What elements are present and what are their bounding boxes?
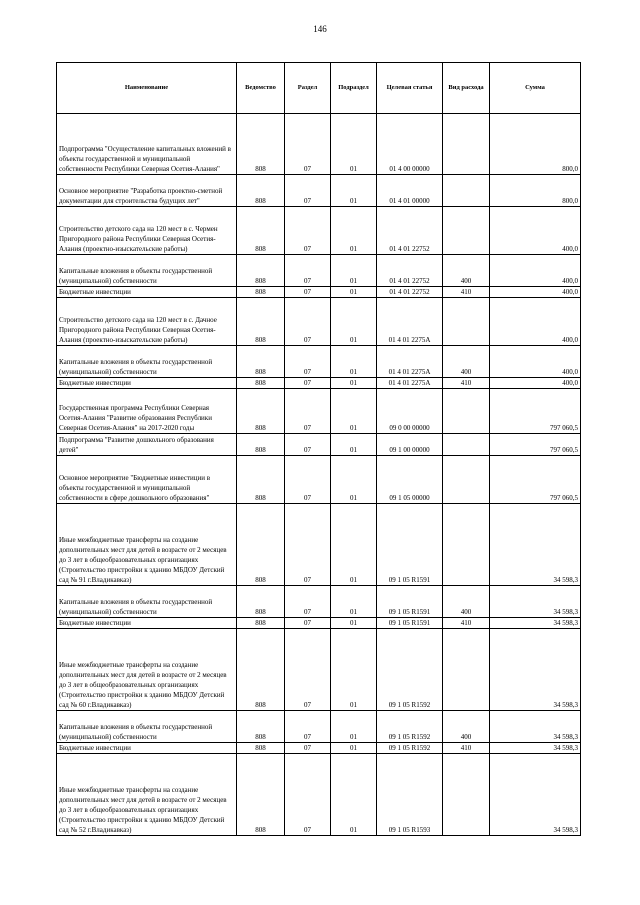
row-summa: 34 598,3	[490, 754, 581, 836]
table-row	[57, 346, 581, 378]
row-celevaya-statya: 01 4 01 22752	[377, 207, 443, 255]
row-razdel: 07	[285, 711, 331, 743]
row-name: Иные межбюджетные трансферты на создание дополнительных мест для детей в возрасте от 2 месяцев до 3 лет в общеобразовательных организациях (Строительство пристройки к зданию МБДОУ Детский сад № 52 г.Владикавказ)	[57, 754, 237, 836]
row-celevaya-statya: 09 1 05 R1592	[377, 711, 443, 743]
row-vid-raskhoda: 400	[443, 346, 490, 378]
row-name: Капитальные вложения в объекты государственной (муниципальной) собственности	[57, 346, 237, 378]
row-podrazdel: 01	[331, 389, 377, 434]
row-summa: 797 060,5	[490, 434, 581, 456]
row-vedomstvo: 808	[237, 504, 285, 586]
budget-table	[56, 62, 581, 836]
row-podrazdel: 01	[331, 175, 377, 207]
row-name: Подпрограмма "Развитие дошкольного образования детей"	[57, 434, 237, 456]
row-razdel: 07	[285, 586, 331, 618]
row-podrazdel: 01	[331, 743, 377, 754]
row-vid-raskhoda	[443, 629, 490, 711]
row-celevaya-statya: 01 4 01 2275А	[377, 298, 443, 346]
row-vedomstvo: 808	[237, 754, 285, 836]
row-vid-raskhoda	[443, 389, 490, 434]
row-vedomstvo: 808	[237, 629, 285, 711]
row-podrazdel: 01	[331, 586, 377, 618]
row-vedomstvo: 808	[237, 175, 285, 207]
table-row	[57, 378, 581, 389]
table-row	[57, 754, 581, 836]
row-vedomstvo: 808	[237, 378, 285, 389]
row-razdel: 07	[285, 346, 331, 378]
row-name: Государственная программа Республики Северная Осетия-Алания "Развитие образования Республики Северная Осетия-Алания" на 2017-2020 годы	[57, 389, 237, 434]
row-name: Основное мероприятие "Бюджетные инвестиции в объекты государственной и муниципальной собственности в сфере дошкольного образования"	[57, 456, 237, 504]
row-celevaya-statya: 01 4 01 00000	[377, 175, 443, 207]
row-vedomstvo: 808	[237, 207, 285, 255]
row-celevaya-statya: 01 4 00 00000	[377, 114, 443, 175]
row-vedomstvo: 808	[237, 287, 285, 298]
row-celevaya-statya: 09 0 00 00000	[377, 389, 443, 434]
row-name: Бюджетные инвестиции	[57, 287, 237, 298]
row-vid-raskhoda	[443, 504, 490, 586]
row-podrazdel: 01	[331, 754, 377, 836]
row-vid-raskhoda	[443, 298, 490, 346]
table-row	[57, 504, 581, 586]
page-number: 146	[313, 24, 327, 34]
row-celevaya-statya: 09 1 05 00000	[377, 456, 443, 504]
row-celevaya-statya: 09 1 05 R1593	[377, 754, 443, 836]
row-vedomstvo: 808	[237, 456, 285, 504]
row-summa: 34 598,3	[490, 586, 581, 618]
header-vedomstvo: Ведомство	[237, 63, 285, 114]
row-vedomstvo: 808	[237, 618, 285, 629]
table-row	[57, 586, 581, 618]
row-summa: 400,0	[490, 298, 581, 346]
row-razdel: 07	[285, 743, 331, 754]
row-summa: 34 598,3	[490, 618, 581, 629]
row-podrazdel: 01	[331, 378, 377, 389]
row-name: Капитальные вложения в объекты государственной (муниципальной) собственности	[57, 586, 237, 618]
table-row	[57, 629, 581, 711]
row-podrazdel: 01	[331, 255, 377, 287]
row-summa: 800,0	[490, 175, 581, 207]
row-celevaya-statya: 01 4 01 22752	[377, 255, 443, 287]
row-summa: 797 060,5	[490, 389, 581, 434]
row-celevaya-statya: 09 1 05 R1592	[377, 629, 443, 711]
row-summa: 797 060,5	[490, 456, 581, 504]
row-summa: 400,0	[490, 346, 581, 378]
row-name: Иные межбюджетные трансферты на создание дополнительных мест для детей в возрасте от 2 месяцев до 3 лет в общеобразовательных организациях (Строительство пристройки к зданию МБДОУ Детский сад № 91 г.Владикавказ)	[57, 504, 237, 586]
row-podrazdel: 01	[331, 711, 377, 743]
row-razdel: 07	[285, 754, 331, 836]
row-name: Подпрограмма "Осуществление капитальных вложений в объекты государственной и муниципальной собственности Республики Северная Осетия-Алания"	[57, 114, 237, 175]
row-name: Бюджетные инвестиции	[57, 743, 237, 754]
row-summa: 34 598,3	[490, 504, 581, 586]
row-razdel: 07	[285, 287, 331, 298]
row-vedomstvo: 808	[237, 711, 285, 743]
row-name: Капитальные вложения в объекты государственной (муниципальной) собственности	[57, 711, 237, 743]
header-celevaya-statya: Целевая статья	[377, 63, 443, 114]
row-vid-raskhoda: 400	[443, 711, 490, 743]
row-summa: 400,0	[490, 378, 581, 389]
row-vid-raskhoda: 410	[443, 743, 490, 754]
header-razdel: Раздел	[285, 63, 331, 114]
row-razdel: 07	[285, 255, 331, 287]
row-celevaya-statya: 01 4 01 2275А	[377, 346, 443, 378]
row-podrazdel: 01	[331, 287, 377, 298]
row-celevaya-statya: 09 1 05 R1591	[377, 586, 443, 618]
row-vedomstvo: 808	[237, 434, 285, 456]
table-row	[57, 298, 581, 346]
table-row	[57, 175, 581, 207]
table-row	[57, 389, 581, 434]
row-razdel: 07	[285, 378, 331, 389]
table-row	[57, 255, 581, 287]
header-vid-raskhoda: Вид расхода	[443, 63, 490, 114]
row-podrazdel: 01	[331, 629, 377, 711]
row-podrazdel: 01	[331, 346, 377, 378]
row-vid-raskhoda	[443, 114, 490, 175]
row-summa: 400,0	[490, 207, 581, 255]
row-name: Капитальные вложения в объекты государственной (муниципальной) собственности	[57, 255, 237, 287]
row-vedomstvo: 808	[237, 389, 285, 434]
row-name: Строительство детского сада на 120 мест в с. Чермен Пригородного района Республики Северная Осетия-Алания (проектно-изыскательские работы)	[57, 207, 237, 255]
header-summa: Сумма	[490, 63, 581, 114]
row-vid-raskhoda: 400	[443, 255, 490, 287]
row-vedomstvo: 808	[237, 743, 285, 754]
row-podrazdel: 01	[331, 207, 377, 255]
row-razdel: 07	[285, 389, 331, 434]
table-row	[57, 434, 581, 456]
row-razdel: 07	[285, 629, 331, 711]
row-vid-raskhoda: 410	[443, 378, 490, 389]
row-razdel: 07	[285, 298, 331, 346]
row-summa: 800,0	[490, 114, 581, 175]
row-vid-raskhoda: 410	[443, 618, 490, 629]
row-summa: 34 598,3	[490, 629, 581, 711]
row-podrazdel: 01	[331, 456, 377, 504]
row-summa: 34 598,3	[490, 743, 581, 754]
row-summa: 34 598,3	[490, 711, 581, 743]
row-razdel: 07	[285, 207, 331, 255]
row-vid-raskhoda	[443, 434, 490, 456]
row-razdel: 07	[285, 504, 331, 586]
row-vid-raskhoda	[443, 175, 490, 207]
table-row	[57, 207, 581, 255]
row-podrazdel: 01	[331, 434, 377, 456]
row-podrazdel: 01	[331, 114, 377, 175]
header-podrazdel: Подраздел	[331, 63, 377, 114]
row-podrazdel: 01	[331, 504, 377, 586]
row-name: Бюджетные инвестиции	[57, 618, 237, 629]
row-vid-raskhoda	[443, 456, 490, 504]
row-celevaya-statya: 09 1 05 R1591	[377, 618, 443, 629]
row-vid-raskhoda: 400	[443, 586, 490, 618]
table-row	[57, 711, 581, 743]
table-header-row	[57, 63, 581, 114]
row-razdel: 07	[285, 434, 331, 456]
row-podrazdel: 01	[331, 298, 377, 346]
row-razdel: 07	[285, 114, 331, 175]
row-vedomstvo: 808	[237, 255, 285, 287]
row-podrazdel: 01	[331, 618, 377, 629]
row-razdel: 07	[285, 175, 331, 207]
table-row	[57, 456, 581, 504]
row-name: Строительство детского сада на 120 мест в с. Дачное Пригородного района Республики Северная Осетия-Алания (проектно-изыскательские работы)	[57, 298, 237, 346]
row-vid-raskhoda	[443, 207, 490, 255]
row-celevaya-statya: 09 1 00 00000	[377, 434, 443, 456]
row-razdel: 07	[285, 618, 331, 629]
header-name: Наименование	[57, 63, 237, 114]
row-name: Иные межбюджетные трансферты на создание дополнительных мест для детей в возрасте от 2 месяцев до 3 лет в общеобразовательных организациях (Строительство пристройки к зданию МБДОУ Детский сад № 60 г.Владикавказ)	[57, 629, 237, 711]
row-vedomstvo: 808	[237, 298, 285, 346]
table-row	[57, 287, 581, 298]
row-celevaya-statya: 09 1 05 R1591	[377, 504, 443, 586]
table-row	[57, 618, 581, 629]
row-name: Бюджетные инвестиции	[57, 378, 237, 389]
row-celevaya-statya: 09 1 05 R1592	[377, 743, 443, 754]
row-vid-raskhoda	[443, 754, 490, 836]
row-vid-raskhoda: 410	[443, 287, 490, 298]
row-celevaya-statya: 01 4 01 2275А	[377, 378, 443, 389]
row-name: Основное мероприятие "Разработка проектно-сметной документации для строительства будущих лет"	[57, 175, 237, 207]
row-razdel: 07	[285, 456, 331, 504]
row-vedomstvo: 808	[237, 586, 285, 618]
row-summa: 400,0	[490, 287, 581, 298]
row-summa: 400,0	[490, 255, 581, 287]
row-celevaya-statya: 01 4 01 22752	[377, 287, 443, 298]
table-row	[57, 114, 581, 175]
table-row	[57, 743, 581, 754]
row-vedomstvo: 808	[237, 114, 285, 175]
row-vedomstvo: 808	[237, 346, 285, 378]
